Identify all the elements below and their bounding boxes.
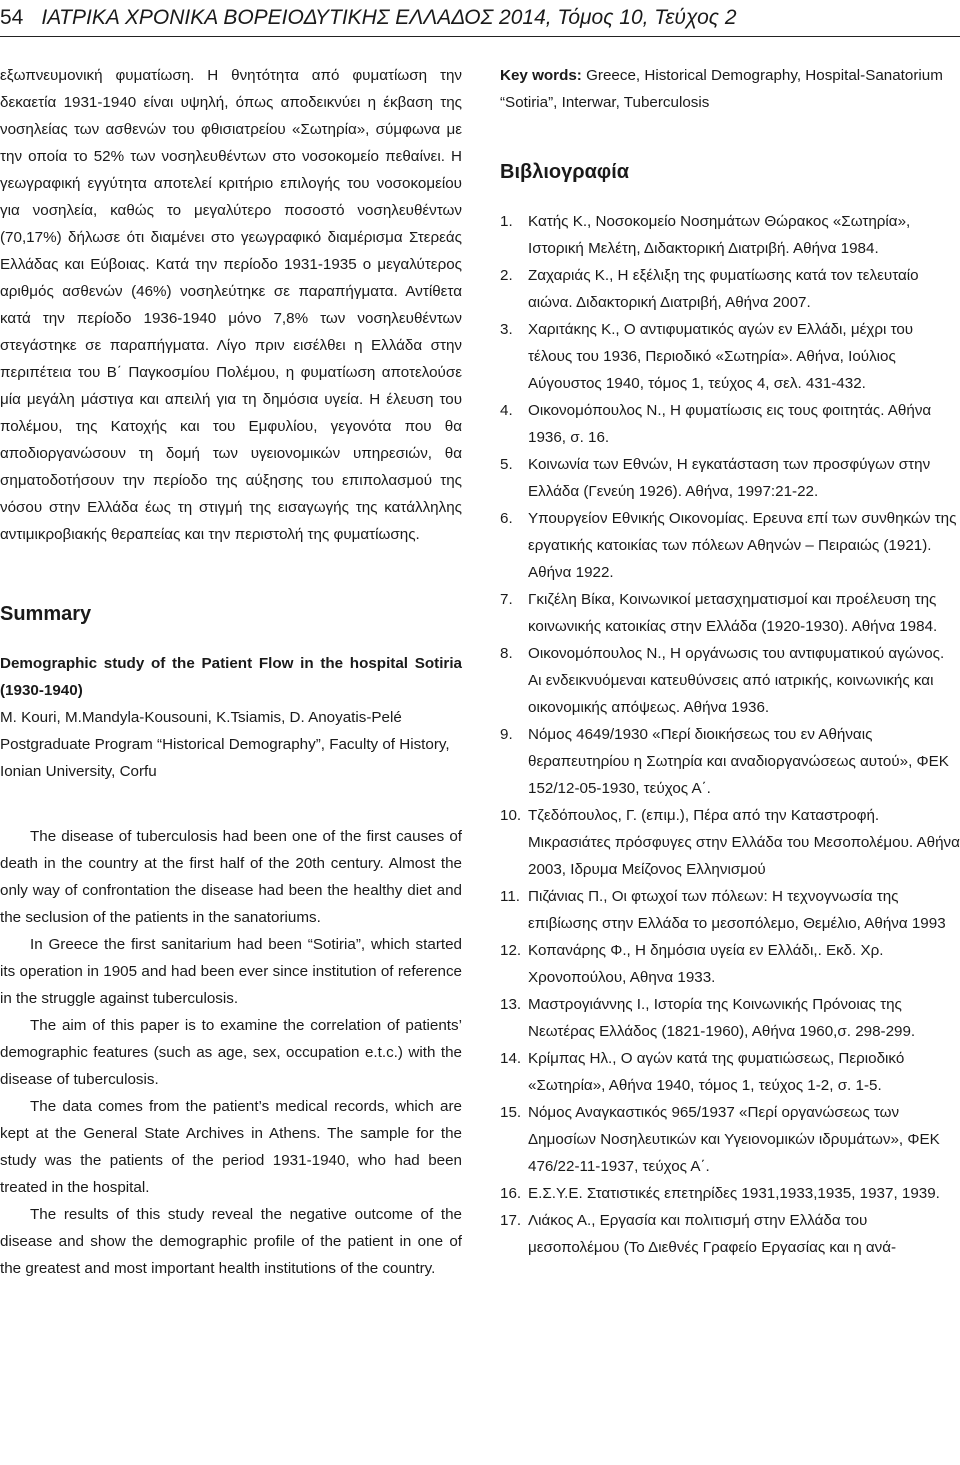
reference-number: 2.	[500, 267, 513, 284]
reference-item	[500, 397, 960, 451]
reference-text: Λιάκος Α., Εργασία και πολιτισμή στην Ελλάδα του μεσοπολέμου (Το Διεθνές Γραφείο Εργασίας και η ανά-	[528, 1212, 897, 1256]
reference-item	[500, 586, 960, 640]
reference-item	[500, 1045, 960, 1099]
reference-item	[500, 1099, 960, 1180]
reference-text: Ε.Σ.Υ.Ε. Στατιστικές επετηρίδες 1931,1933,1935, 1937, 1939.	[528, 1185, 940, 1202]
reference-number: 8.	[500, 645, 513, 662]
summary-heading: Summary	[0, 603, 92, 625]
reference-text: Οικονομόπουλος Ν., Η οργάνωσις του αντιφυματικού αγώνος. Αι ενδεικνυόμεναι κατευθύνσεις από ιατρικής, κοινωνικής και οικονομικής απόψεως. Αθήνα 1936.	[528, 645, 945, 716]
reference-item	[500, 505, 960, 586]
reference-item	[500, 991, 960, 1045]
page-number: 54	[0, 6, 24, 29]
running-header	[0, 0, 960, 37]
reference-item	[500, 208, 960, 262]
greek-body-paragraph: εξωπνευμονική φυματίωση. Η θνητότητα από φυματίωση την δεκαετία 1931-1940 είναι υψηλή, όπως αποδεικνύει η έκβαση της νοσηλείας των ασθενών του φθισιατρείου «Σωτηρία», σύμφωνα με την οποία το 52% των νοσηλευθέντων στο νοσοκομείο πεθαίνει. Η γεωγραφική εγγύτητα αποτελεί κριτήριο επιλογής του νοσοκομείου για νοσηλεία, καθώς το μεγαλύτερο ποσοστό νοσηλευθέντων (70,17%) δήλωσε ότι διαμένει στο γεωγραφικό διαμέρισμα Στερεάς Ελλάδας και Εύβοιας. Κατά την περίοδο 1931-1935 ο μεγαλύτερος αριθμός ασθενών (46%) νοσηλεύτηκε σε παραπήγματα. Αντίθετα κατά την περίοδο 1936-1940 μόνο 7,8% των νοσηλευθέντων στεγάστηκε σε παραπήγματα. Λίγο πριν εισέλθει η Ελλάδα στην περιπέτεια του Β΄ Παγκοσμίου Πολέμου, η φυματίωση αποτελούσε μία μεγάλη μάστιγα και απειλή για τη δημόσια υγεία. Η έλευση του πολέμου, της Κατοχής και του Εμφυλίου, γεγονότα που θα αποδιοργανώσουν τη δομή των υγειονομικών υπηρεσιών, θα σηματοδοτήσουν την περίοδο της αύξησης του επιπολασμού της νόσου στην Ελλάδα έως τη στιγμή της εισαγωγής της κατάλληλης αντιμικροβιακής θεραπείας και την περιστολή της φυματίωσης.	[0, 67, 462, 543]
reference-text: Πιζάνιας Π., Οι φτωχοί των πόλεων: Η τεχνογνωσία της επιβίωσης στην Ελλάδα το μεσοπόλεμο, Θεμέλιο, Αθήνα 1993	[528, 888, 946, 932]
reference-text: Κοινωνία των Εθνών, Η εγκατάσταση των προσφύγων στην Ελλάδα (Γενεύη 1926). Αθήνα, 1997:21-22.	[528, 456, 931, 500]
journal-title: ΙΑΤΡΙΚΑ ΧΡΟΝΙΚΑ ΒΟΡΕΙΟΔΥΤΙΚΗΣ ΕΛΛΑΔΟΣ 2014, Τόμος 10, Τεύχος 2	[41, 6, 737, 29]
references-heading: Βιβλιογραφία	[500, 161, 630, 183]
reference-item	[500, 316, 960, 397]
affiliation: Postgraduate Program “Historical Demography”, Faculty of History, Ionian University, Corfu	[0, 736, 450, 780]
reference-item	[500, 1180, 960, 1207]
left-column	[0, 62, 462, 1282]
reference-item	[500, 262, 960, 316]
reference-text: Γκιζέλη Βίκα, Κοινωνικοί μετασχηματισμοί και προέλευση της κοινωνικής κατοικίας στην Ελλάδα (1920-1930). Αθήνα 1984.	[528, 591, 938, 635]
reference-number: 11.	[500, 888, 520, 905]
reference-number: 4.	[500, 402, 513, 419]
reference-number: 14.	[500, 1050, 522, 1067]
reference-number: 16.	[500, 1185, 522, 1202]
reference-number: 17.	[500, 1212, 522, 1229]
reference-number: 10.	[500, 807, 522, 824]
reference-text: Ζαχαριάς Κ., Η εξέλιξη της φυματίωσης κατά τον τελευταίο αιώνα. Διδακτορική Διατριβή, Αθήνα 2007.	[528, 267, 919, 311]
reference-text: Κοπανάρης Φ., Η δημόσια υγεία εν Ελλάδι,. Εκδ. Χρ. Χρονοπούλου, Αθηνα 1933.	[528, 942, 884, 986]
authors: M. Kouri, M.Mandyla-Kousouni, K.Tsiamis, D. Anoyatis-Pelé	[0, 709, 402, 726]
reference-number: 15.	[500, 1104, 522, 1121]
abstract-paragraph: The disease of tuberculosis had been one of the first causes of death in the country at the first half of the 20th century. Almost the only way of confrontation the disease had been the healthy diet and the seclusion of the patients in the sanatoriums.	[0, 828, 462, 926]
reference-number: 13.	[500, 996, 522, 1013]
keywords-label: Key words:	[500, 67, 582, 84]
reference-text: Κρίμπας Ηλ., Ο αγών κατά της φυματιώσεως, Περιοδικό «Σωτηρία», Αθήνα 1940, τόμος 1, τεύχος 1-2, σ. 1-5.	[528, 1050, 905, 1094]
reference-number: 3.	[500, 321, 513, 338]
keywords-text: Greece, Historical Demography, Hospital-Sanatorium “Sotiria”, Interwar, Tuberculosis	[500, 67, 943, 111]
reference-item	[500, 1207, 960, 1261]
reference-text: Μαστρογιάννης Ι., Ιστορία της Κοινωνικής Πρόνοιας της Νεωτέρας Ελλάδος (1821-1960), Αθήνα 1960,σ. 298-299.	[528, 996, 916, 1040]
abstract-paragraph: The aim of this paper is to examine the correlation of patients’ demographic features (such as age, sex, occupation e.t.c.) with the disease of tuberculosis.	[0, 1017, 462, 1088]
right-column	[500, 62, 960, 1261]
reference-item	[500, 451, 960, 505]
references-list	[500, 208, 960, 1261]
reference-item	[500, 802, 960, 883]
reference-item	[500, 721, 960, 802]
reference-text: Νόμος 4649/1930 «Περί διοικήσεως του εν Αθήναις θεραπευτηρίου η Σωτηρία και αναδιοργανώσεως αυτού», ΦΕΚ 152/12-05-1930, τεύχος Α΄.	[528, 726, 949, 797]
reference-number: 9.	[500, 726, 513, 743]
reference-number: 12.	[500, 942, 522, 959]
keywords	[500, 62, 960, 116]
reference-text: Υπουργείον Εθνικής Οικονομίας. Ερευνα επί των συνθηκών της εργατικής κατοικίας των πόλεων Αθηνών – Πειραιώς (1921). Αθήνα 1922.	[528, 510, 957, 581]
reference-text: Νόμος Αναγκαστικός 965/1937 «Περί οργανώσεως των Δημοσίων Νοσηλευτικών και Υγειονομικών ιδρυμάτων», ΦΕΚ 476/22-11-1937, τεύχος Α΄.	[528, 1104, 940, 1175]
reference-item	[500, 937, 960, 991]
reference-item	[500, 640, 960, 721]
english-article-title: Demographic study of the Patient Flow in the hospital Sotiria (1930-1940)	[0, 655, 462, 699]
reference-text: Χαριτάκης Κ., Ο αντιφυματικός αγών εν Ελλάδι, μέχρι του τέλους του 1936, Περιοδικό «Σωτηρία». Αθήνα, Ιούλιος Αύγουστος 1940, τόμος 1, τεύχος 4, σελ. 431-432.	[528, 321, 914, 392]
reference-text: Οικονομόπουλος Ν., Η φυματίωσις εις τους φοιτητάς. Αθήνα 1936, σ. 16.	[528, 402, 932, 446]
reference-number: 6.	[500, 510, 513, 527]
abstract-paragraph: The data comes from the patient’s medical records, which are kept at the General State Archives in Athens. The sample for the study was the patients of the period 1931-1940, who had been treated in the hospital.	[0, 1098, 462, 1196]
reference-text: Κατής Κ., Νοσοκομείο Νοσημάτων Θώρακος «Σωτηρία», Ιστορική Μελέτη, Διδακτορική Διατριβή. Αθήνα 1984.	[528, 213, 911, 257]
reference-number: 5.	[500, 456, 513, 473]
abstract-paragraph: In Greece the first sanitarium had been “Sotiria”, which started its operation in 1905 and had been ever since institution of reference in the struggle against tuberculosis.	[0, 936, 462, 1007]
reference-text: Τζεδόπουλος, Γ. (επιμ.), Πέρα από την Καταστροφή. Μικρασιάτες πρόσφυγες στην Ελλάδα του Μεσοπολέμου. Αθήνα 2003, Ιδρυμα Μείζονος Ελληνισμού	[528, 807, 960, 878]
abstract-paragraph: The results of this study reveal the negative outcome of the disease and show the demographic profile of the patient in one of the greatest and most important health institutions of the country.	[0, 1206, 462, 1277]
reference-number: 1.	[500, 213, 513, 230]
reference-number: 7.	[500, 591, 513, 608]
reference-item	[500, 883, 960, 937]
